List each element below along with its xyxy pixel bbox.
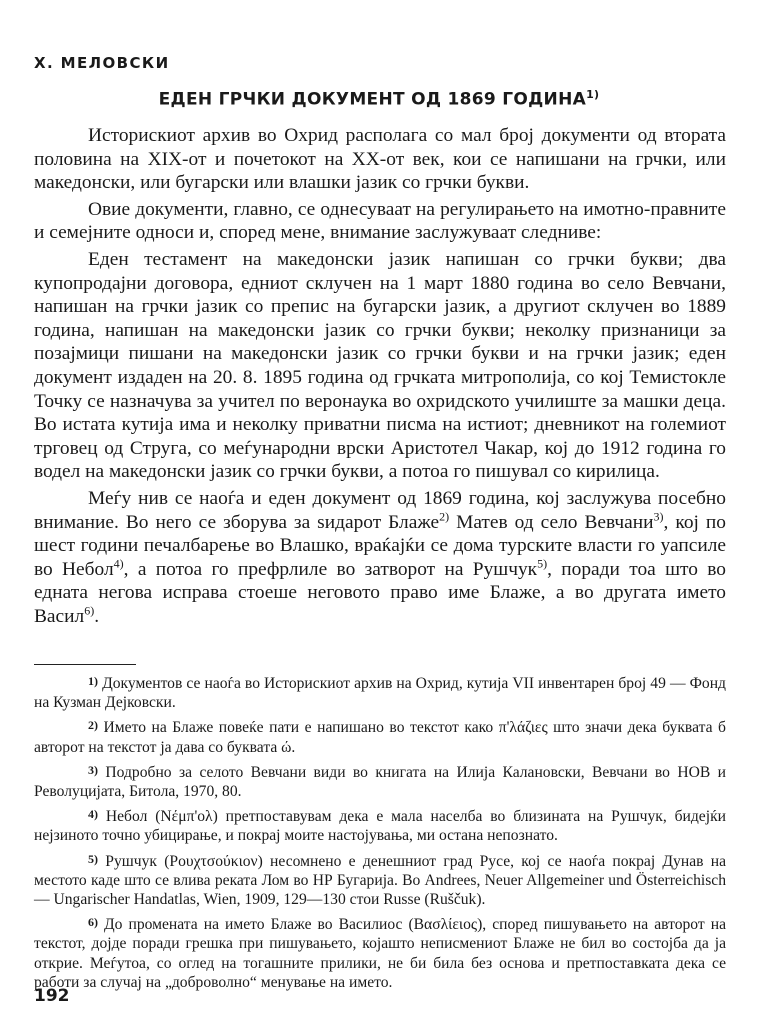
footnote-text: Небол (Νέμπ'ολ) претпоставувам дека е мала населба во близината на Рушчук, бидејќи нејзиното точно убицирање, и покрај моите настојувања, ми остана непознато. (34, 808, 726, 845)
footnote-2 (34, 716, 726, 756)
paragraph-1: Историскиот архив во Охрид располага со мал број документи од втората половина на XIX-от и почетокот на XX-от век, кои се напишани на грчки, или македонски, или бугарски или влашки јазик со грчки букви. (34, 125, 726, 194)
footnote-number: 2) (88, 718, 98, 733)
footnote-number: 3) (88, 762, 98, 777)
footnote-number: 4) (88, 807, 98, 822)
footnote-number: 5) (88, 851, 98, 866)
footnote-ref-3: 3) (653, 509, 664, 524)
title-footnote-ref: 1) (586, 88, 600, 101)
paragraph-4-part-e: , поради тоа што во едната негова исправа стоеше неговото право име Блаже, а во другата името Васил (34, 558, 726, 627)
footnote-ref-6: 6) (84, 603, 95, 618)
footnote-text: Подробно за селото Вевчани види во книгата на Илија Калановски, Вевчани во НОВ и Револуцијата, Битола, 1970, 80. (34, 763, 726, 801)
footnote-1 (34, 672, 726, 712)
paragraph-4 (34, 487, 726, 629)
footnote-number: 1) (88, 674, 98, 688)
article-title (34, 88, 724, 110)
footnotes (34, 672, 726, 996)
footnote-6 (34, 913, 726, 992)
footnote-divider (34, 664, 136, 665)
paragraph-3: Еден тестамент на македонски јазик напишан со грчки букви; два купопродајни договора, едниот склучен на 1 март 1880 година во село Вевчани, напишан на грчки јазик со препис на бугарски јазик, а другиот склучен во 1889 година, напишан на македонски јазик со грчки букви; неколку признаници за позајмици пишани на македонски јазик со грчки букви и на грчки јазик; еден документ издаден на 20. 8. 1895 година од грчката митрополија, со кој Темистокле Точку се назначува за учител по веронаука во охридското училиште за машки деца. Во истата кутија има и неколку приватни писма на истиот; дневникот на големиот трговец од Струга, со меѓународни врски Аристотел Чакар, кој до 1912 година го водел на македонски јазик со грчки букви, а потоа го пишувал со кирилица. (34, 248, 726, 483)
paragraph-4-part-a: Меѓу нив се наоѓа и еден документ од 1869 година, кој заслужува посебно внимание. Во него се зборува за sидарот Блаже (34, 487, 726, 533)
article-body (34, 124, 726, 631)
paragraph-2: Овие документи, главно, се однесуваат на регулирањето на имотно-правните и семејните односи и, според мене, внимание заслужуваат следниве: (34, 198, 726, 244)
footnote-text: Документов се наоѓа во Историскиот архив на Охрид, кутија VII инвентарен број 49 — Фонд на Кузман Дејковски. (34, 675, 726, 712)
paragraph-4-part-f: . (94, 605, 100, 627)
footnote-ref-4: 4) (113, 556, 124, 571)
footnote-number: 6) (88, 915, 98, 930)
footnote-text: Името на Блаже повеќе пати е напишано во текстот како π'λάζιες што значи дека буквата б авторот на текстот ја дава со буквата ώ. (34, 719, 726, 756)
title-text: ЕДЕН ГРЧКИ ДОКУМЕНТ ОД 1869 ГОДИНА (158, 89, 587, 110)
paragraph-4-part-b: Матев од село Вевчани (449, 511, 654, 533)
page-number: 192 (34, 986, 70, 1006)
author-name: Х. МЕЛОВСКИ (34, 54, 170, 72)
footnote-ref-2: 2) (439, 509, 450, 524)
footnote-3 (34, 761, 726, 801)
footnote-ref-5: 5) (537, 556, 548, 571)
footnote-4 (34, 805, 726, 845)
paragraph-4-part-c: , кој по шест години печалбарење во Влашко, враќајќи се дома турските власти го уапсиле во Небол (34, 511, 726, 580)
footnote-5 (34, 850, 726, 910)
footnote-text: Рушчук (Ρουχτσούκιον) несомнено е денешниот град Русе, кој се наоѓа покрај Дунав на местото каде што се влива реката Лом во НР Бугарија. Во Andrees, Neuer Allgemeiner und Österreichisch — Ungarischer Handatlas, Wien, 1909, 129—130 стои Russe (Ruščuk). (34, 852, 726, 909)
footnote-text: До промената на името Блаже во Василиос (Βασλίειος), според пишувањето на авторот на текстот, дојде поради грешка при пишувањето, којашто неписмениот Блаже не бил во состојба да ја открие. Меѓутоа, со оглед на тогашните прилики, не би била без основа и претпоставката дека се работи за случај на „доброволно“ менување на името. (34, 916, 727, 991)
paragraph-4-part-d: , а потоа го префрлиле во затворот на Рушчук (123, 558, 538, 580)
